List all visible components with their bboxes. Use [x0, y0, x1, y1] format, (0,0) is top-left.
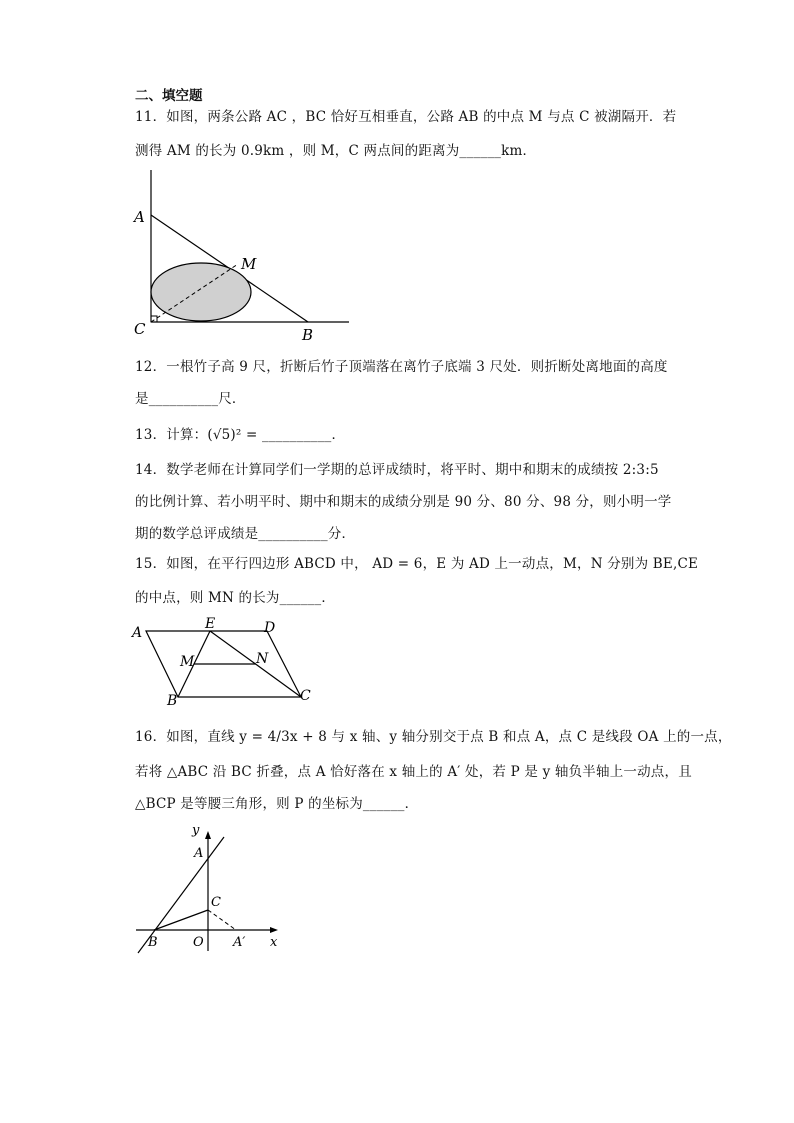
- label-y: y: [192, 823, 200, 838]
- label-c: C: [211, 895, 221, 910]
- q15-line2: 的中点，则 MN 的长为______．: [135, 590, 336, 606]
- label-e: E: [205, 616, 216, 632]
- label-x: x: [270, 935, 278, 950]
- q11-line2: 测得 AM 的长为 0.9km ，则 M，C 两点间的距离为______km．: [135, 143, 537, 159]
- label-b: B: [148, 935, 158, 950]
- label-c: C: [134, 320, 146, 338]
- q16-line1: 16．如图，直线 y = 4/3x + 8 与 x 轴、y 轴分别交于点 B 和点 A，点 C 是线段 OA 上的一点，: [135, 729, 732, 745]
- label-d: D: [264, 620, 276, 636]
- q15-figure: [130, 617, 330, 707]
- y-axis-arrow: [205, 831, 211, 839]
- label-c: C: [300, 688, 311, 704]
- q14-line1: 14．数学老师在计算同学们一学期的总评成绩时，将平时、期中和期末的成绩按 2:3:5: [135, 462, 659, 478]
- label-b: B: [167, 693, 178, 709]
- q15-line1: 15．如图，在平行四边形 ABCD 中， AD = 6，E 为 AD 上一动点，M，N 分别为 BE,CE: [135, 556, 699, 572]
- label-n: N: [256, 651, 269, 667]
- label-a: A: [132, 625, 143, 641]
- q12-line1: 12．一根竹子高 9 尺，折断后竹子顶端落在离竹子底端 3 尺处．则折断处离地面的高度: [135, 359, 668, 375]
- q16-figure: [130, 823, 290, 958]
- q12-line2: 是__________尺．: [135, 391, 246, 407]
- q14-line3: 期的数学总评成绩是__________分．: [135, 526, 356, 542]
- label-a: A: [134, 208, 145, 226]
- q16-line2: 若将 △ABC 沿 BC 折叠，点 A 恰好落在 x 轴上的 A′ 处，若 P 是 y 轴负半轴上一动点，且: [135, 764, 692, 780]
- q16-line3: △BCP 是等腰三角形，则 P 的坐标为______．: [135, 796, 419, 812]
- label-a-prime: A′: [233, 935, 246, 950]
- label-b: B: [302, 326, 314, 344]
- label-a: A: [194, 846, 204, 861]
- q13-line1: 13．计算：(√5)² = __________．: [135, 427, 346, 443]
- label-m: M: [180, 654, 195, 670]
- segment-ca-prime: [208, 910, 236, 930]
- label-m: M: [241, 255, 257, 273]
- x-axis-arrow: [270, 927, 278, 933]
- section-heading: 二、填空题: [135, 88, 203, 104]
- label-o: O: [193, 935, 204, 950]
- q14-line2: 的比例计算、若小明平时、期中和期末的成绩分别是 90 分、80 分、98 分，则小明一学: [135, 494, 672, 510]
- q11-figure: [130, 168, 360, 348]
- q11-line1: 11．如图，两条公路 AC ，BC 恰好互相垂直，公路 AB 的中点 M 与点 C 被湖隔开．若: [135, 109, 677, 125]
